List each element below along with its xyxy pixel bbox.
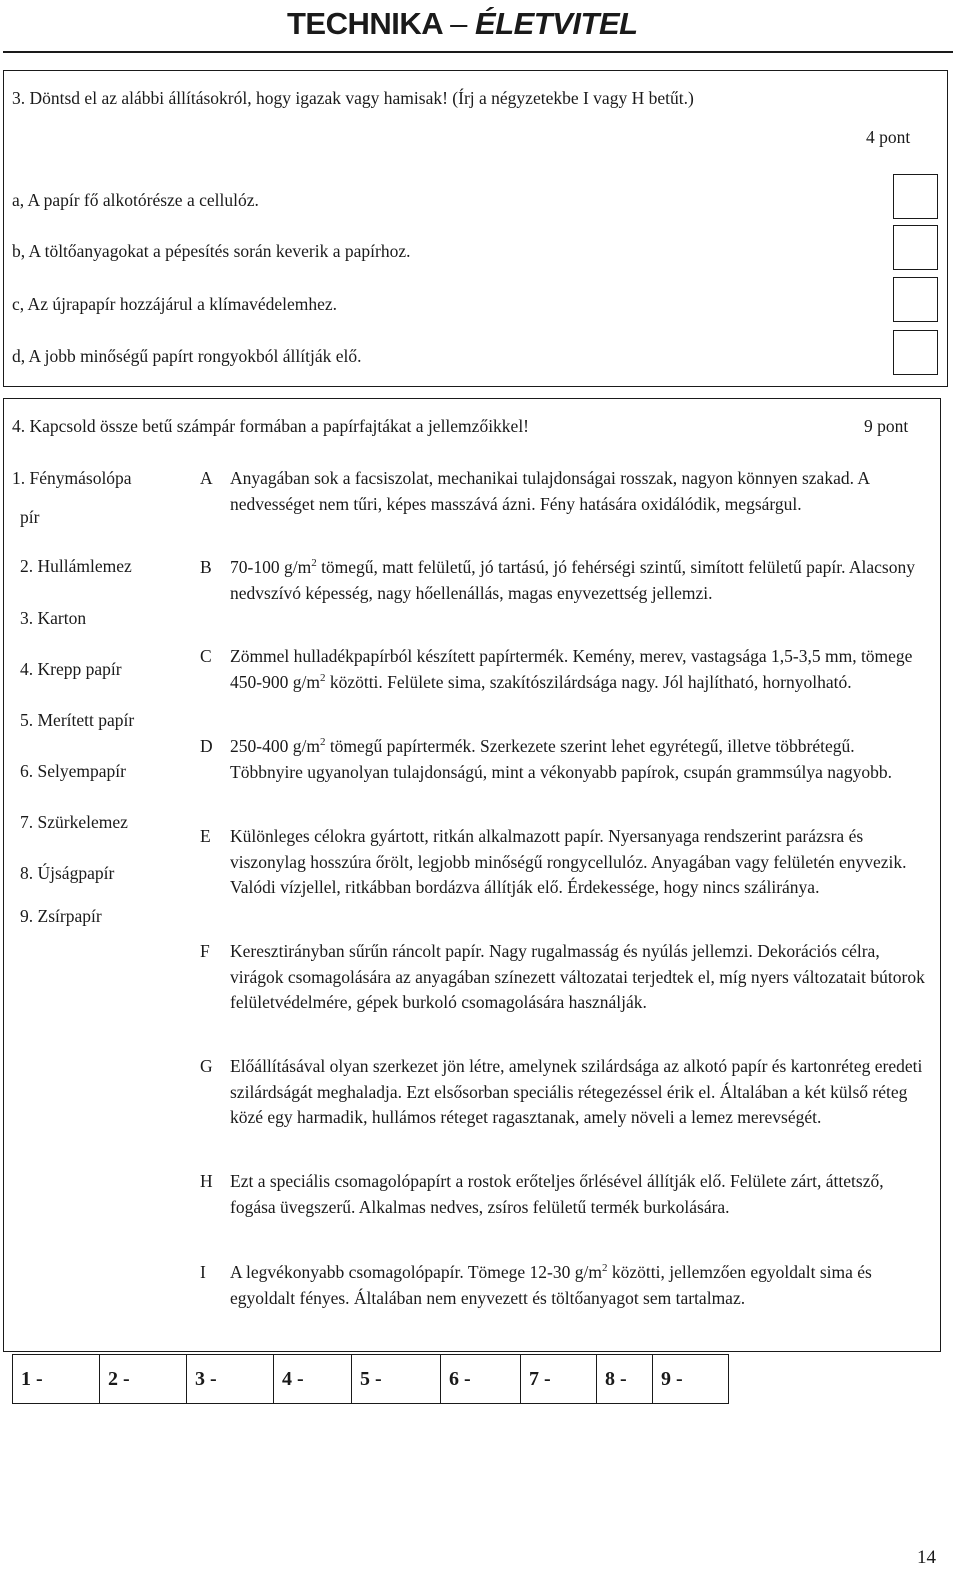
paper-type-2: 2. Hullámlemez xyxy=(20,556,132,576)
title-sub: ÉLETVITEL xyxy=(475,6,638,41)
paper-type-1: 1. Fénymásolópa xyxy=(12,468,132,488)
answer-cell-8[interactable]: 8 - xyxy=(597,1355,653,1404)
page-number: 14 xyxy=(917,1547,936,1568)
desc-g: Előállításával olyan szerkezet jön létre, amelynek szilárdsága az alkotó papír és kartonréteg eredeti szilárdságát meghaladja. Ezt elsősorban speciális rétegezéssel érik el. Általában a két külső réteg közé egy harmadik, hullámos réteget ragasztanak, amely növeli a lemez merevségét. xyxy=(230,1056,923,1127)
header-rule xyxy=(3,51,953,53)
page-title xyxy=(287,6,638,42)
answer-cell-7[interactable]: 7 - xyxy=(521,1355,597,1404)
paper-type-4: 4. Krepp papír xyxy=(20,659,122,679)
desc-letter-a: A xyxy=(200,468,213,488)
task3-statement-c: c, Az újrapapír hozzájárul a klímavédelemhez. xyxy=(12,294,338,314)
answer-cell-9[interactable]: 9 - xyxy=(653,1355,729,1404)
paper-type-1-cont: pír xyxy=(20,507,40,527)
paper-type-3: 3. Karton xyxy=(20,608,87,628)
desc-d: 250-400 $g/m^2$ tömegű papírtermék. Szerkezete szerint lehet egyrétegű, illetve többrétegű. Többnyire ugyanolyan tulajdonságú, mint a vékonyabb papírok, csupán grammsúlya nagyobb. xyxy=(230,736,892,782)
desc-e: Különleges célokra gyártott, ritkán alkalmazott papír. Nyersanyaga rendszerint parázsra és viszonylag hosszúra őrölt, legjobb minőségű rongycellulóz. Anyagában vagy felületén enyvezik. Valódi vízjellel, ritkábban bordázva állítják elő. Érdekessége, hogy nincs száliránya. xyxy=(230,826,907,897)
task3-statement-a: a, A papír fő alkotórésze a cellulóz. xyxy=(12,190,259,210)
answer-cell-6[interactable]: 6 - xyxy=(441,1355,521,1404)
paper-type-8: 8. Újságpapír xyxy=(20,863,115,883)
paper-type-6: 6. Selyempapír xyxy=(20,761,126,781)
desc-letter-d: D xyxy=(200,736,213,756)
desc-letter-c: C xyxy=(200,646,212,666)
answer-box-b[interactable] xyxy=(893,225,938,270)
task3-statement-d: d, A jobb minőségű papírt rongyokból állítják elő. xyxy=(12,346,362,366)
answer-cell-3[interactable]: 3 - xyxy=(187,1355,274,1404)
answer-cell-5[interactable]: 5 - xyxy=(352,1355,441,1404)
task3-instruction: 3. Döntsd el az alábbi állításokról, hogy igazak vagy hamisak! (Írj a négyzetekbe I vagy H betűt.) xyxy=(12,88,694,108)
desc-letter-e: E xyxy=(200,826,211,846)
answer-box-c[interactable] xyxy=(893,277,938,322)
answer-table xyxy=(12,1354,729,1404)
desc-letter-f: F xyxy=(200,941,210,961)
desc-f: Keresztirányban sűrűn ráncolt papír. Nagy rugalmasság és nyúlás jellemzi. Dekorációs célra, virágok csomagolására az anyagában színezett változatai terjedtek el, míg nyers változatait bútorok felületvédelmére, gépek burkoló csomagolására használják. xyxy=(230,941,925,1012)
answer-cell-2[interactable]: 2 - xyxy=(100,1355,187,1404)
desc-letter-h: H xyxy=(200,1171,213,1191)
task4-instruction: 4. Kapcsold össze betű számpár formában a papírfajtákat a jellemzőikkel! xyxy=(12,416,530,436)
desc-letter-b: B xyxy=(200,557,212,577)
answer-box-a[interactable] xyxy=(893,174,938,219)
desc-c: Zömmel hulladékpapírból készített papírtermék. Kemény, merev, vastagsága 1,5-3,5 mm, tömege 450-900 $g/m^2$ közötti. Felülete sima, szakítószilárdsága nagy. Jól hajlítható, hornyolható. xyxy=(230,646,913,692)
paper-type-9: 9. Zsírpapír xyxy=(20,906,102,926)
answer-cell-1[interactable]: 1 - xyxy=(13,1355,100,1404)
answer-box-d[interactable] xyxy=(893,330,938,375)
answer-cell-4[interactable]: 4 - xyxy=(274,1355,352,1404)
desc-i: A legvékonyabb csomagolópapír. Tömege 12-30 $g/m^2$ közötti, jellemzően egyoldalt sima és egyoldalt fényes. Általában nem enyvezett és töltőanyagot sem tartalmaz. xyxy=(230,1262,872,1308)
desc-letter-g: G xyxy=(200,1056,213,1076)
desc-b: 70-100 $g/m^2$ tömegű, matt felületű, jó tartású, jó fehérségi szintű, simított felületű papír. Alacsony nedvszívó képesség, nagy hőellenállás, magas enyvezettség jellemzi. xyxy=(230,557,915,603)
task4-points: 9 pont xyxy=(864,416,909,436)
paper-type-5: 5. Merített papír xyxy=(20,710,135,730)
page-header xyxy=(0,0,960,52)
task3-statement-b: b, A töltőanyagokat a pépesítés során keverik a papírhoz. xyxy=(12,241,411,261)
title-dash: – xyxy=(450,6,467,41)
title-main: TECHNIKA xyxy=(287,6,443,41)
desc-h: Ezt a speciális csomagolópapírt a rostok erőteljes őrlésével állítják elő. Felülete zárt, áttetsző, fogása üvegszerű. Alkalmas nedves, zsíros felületű termék burkolására. xyxy=(230,1171,884,1217)
paper-type-7: 7. Szürkelemez xyxy=(20,812,128,832)
task3-box xyxy=(3,70,948,387)
desc-letter-i: I xyxy=(200,1262,206,1282)
task3-points: 4 pont xyxy=(866,127,911,147)
desc-a: Anyagában sok a facsiszolat, mechanikai tulajdonságai rosszak, nagyon könnyen szakad. A nedvességet nem tűri, képes masszává ázni. Fény hatására oxidálódik, megsárgul. xyxy=(230,468,870,514)
